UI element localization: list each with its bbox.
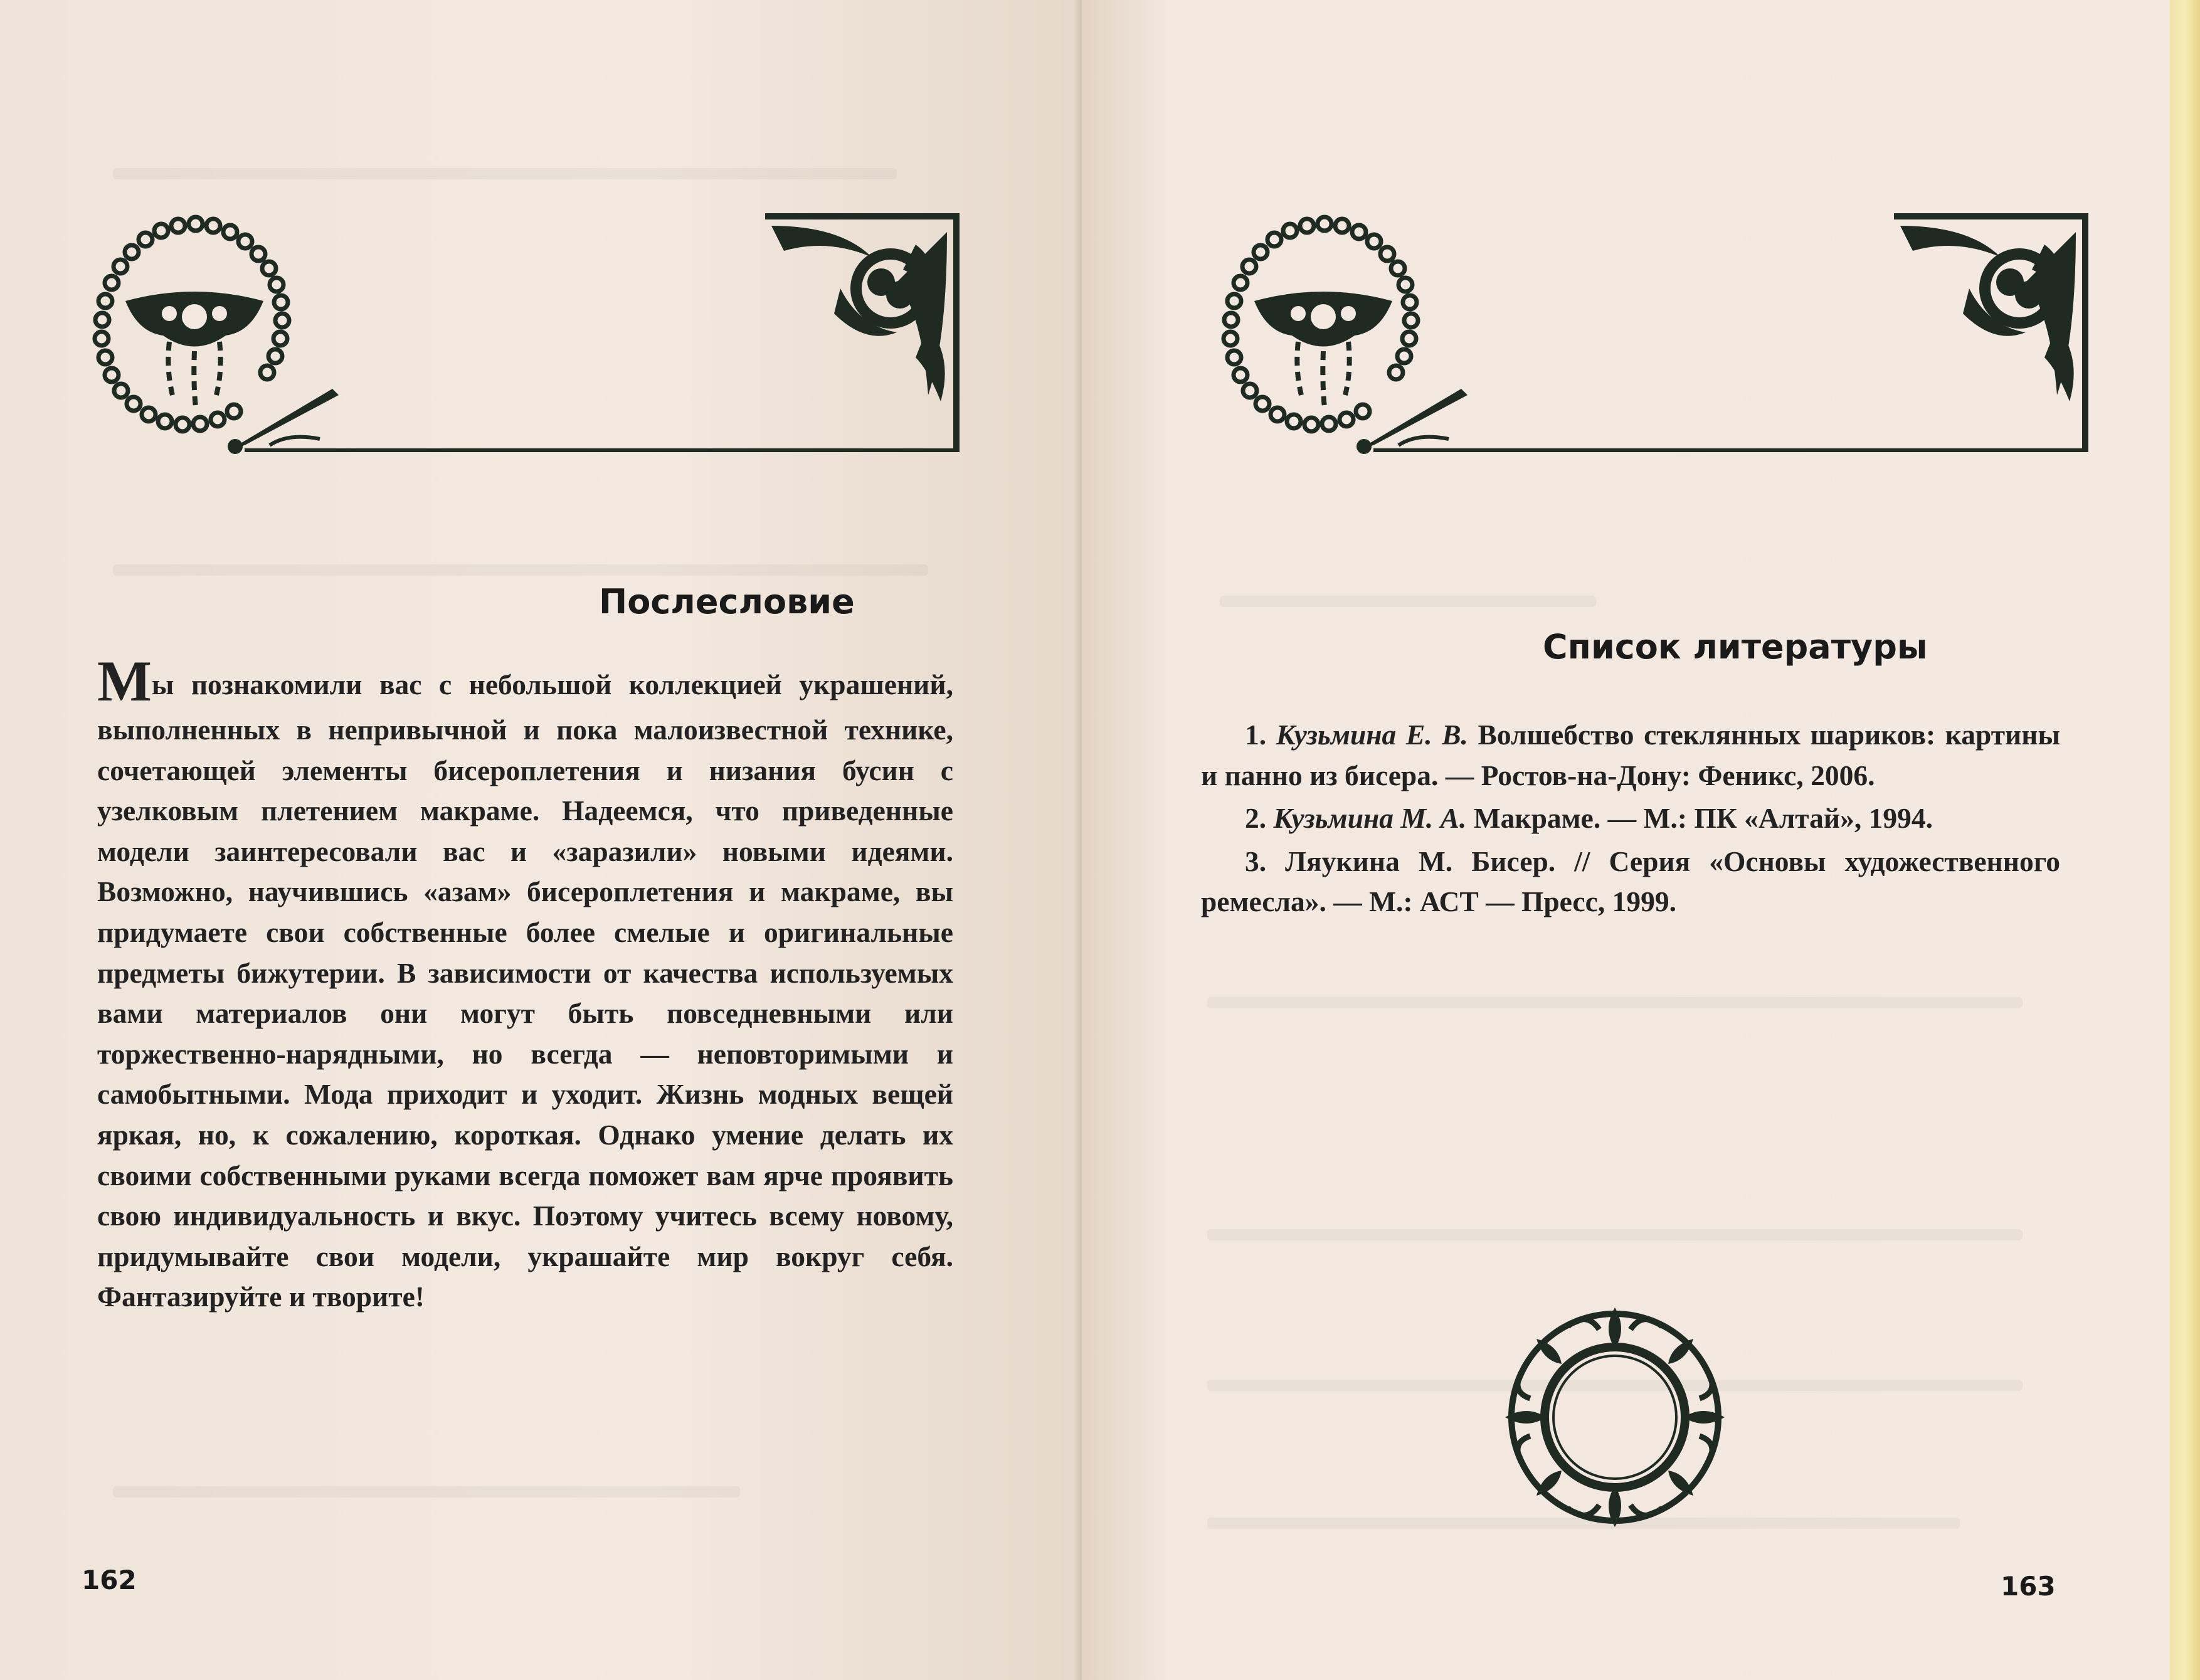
afterword-paragraph: [97, 649, 953, 1318]
reference-text: Волшебство стеклянных шариков: картины и панно из бисера. — Ростов-на-Дону: Феникс, 2006.: [1201, 719, 2061, 791]
show-through-line: [1207, 997, 2023, 1008]
reference-item: 3. Ляукина М. Бисер. // Серия «Основы художественного ремесла». — М.: АСТ — Пресс, 1999.: [1201, 845, 2060, 917]
afterword-text: ы познакомили вас с небольшой коллекцией украшений, выполненных в непривычной и пока малоизвестной технике, сочетающей элементы бисероплетения и низания бусин с узелковым плетением макраме. Надеемся, что приведенные модели заинтересовали вас и «заразили» новыми идеями. Возможно, научившись «азам» бисероплетения и макраме, вы придумаете свои собственные более смелые и оригинальные предметы бижутерии. В зависимости от качества используемых вами материалов они могут быть повседневными или торжественно-нарядными, но всегда — неповторимыми и самобытными. Мода приходит и уходит. Жизнь модных вещей яркая, но, к сожалению, короткая. Однако умение делать их своими собственными руками всегда поможет вам ярче проявить свою индивидуальность и вкус. Поэтому учитесь всему новому, придумывайте свои модели, украшайте мир вокруг себя. Фантазируйте и творите!: [97, 668, 953, 1313]
reference-text: Ляукина М. Бисер. // Серия «Основы художественного ремесла». — М.: АСТ — Пресс, 1999.: [1201, 845, 2060, 917]
drop-cap: М: [97, 649, 152, 713]
page-number: 162: [82, 1565, 137, 1595]
reference-item: 1. Кузьмина Е. В. Волшебство стеклянных шариков: картины и панно из бисера. — Ростов-на-Дону: Феникс, 2006.: [1201, 719, 2061, 791]
show-through-line: [113, 168, 897, 179]
corner-filigree-icon: [1894, 213, 2088, 450]
reference-author: Кузьмина М. А.: [1273, 802, 1467, 834]
round-filigree-frame-icon: [1493, 1292, 1737, 1543]
reference-text: Макраме. — М.: ПК «Алтай», 1994.: [1473, 802, 1933, 834]
show-through-line: [1220, 596, 1596, 607]
page-title: Послесловие: [599, 582, 855, 621]
left-page: [0, 0, 1082, 1680]
page-edge: [2170, 0, 2200, 1680]
header-ornament: [82, 207, 972, 458]
show-through-line: [113, 1486, 740, 1498]
page-number: 163: [2001, 1571, 2056, 1602]
show-through-line: [113, 564, 928, 576]
right-page: [1082, 0, 2170, 1680]
corner-filigree-icon: [765, 213, 960, 450]
show-through-line: [1207, 1229, 2023, 1240]
beaded-pendant-icon: [95, 217, 339, 454]
reference-item: 2. Кузьмина М. А. Макраме. — М.: ПК «Алтай», 1994.: [1245, 802, 1933, 834]
beaded-pendant-icon: [1224, 217, 1468, 454]
reference-author: Кузьмина Е. В.: [1276, 719, 1468, 751]
page-title: Список литературы: [1543, 627, 1928, 667]
header-ornament: [1210, 207, 2101, 458]
references-list: [1201, 715, 2060, 925]
